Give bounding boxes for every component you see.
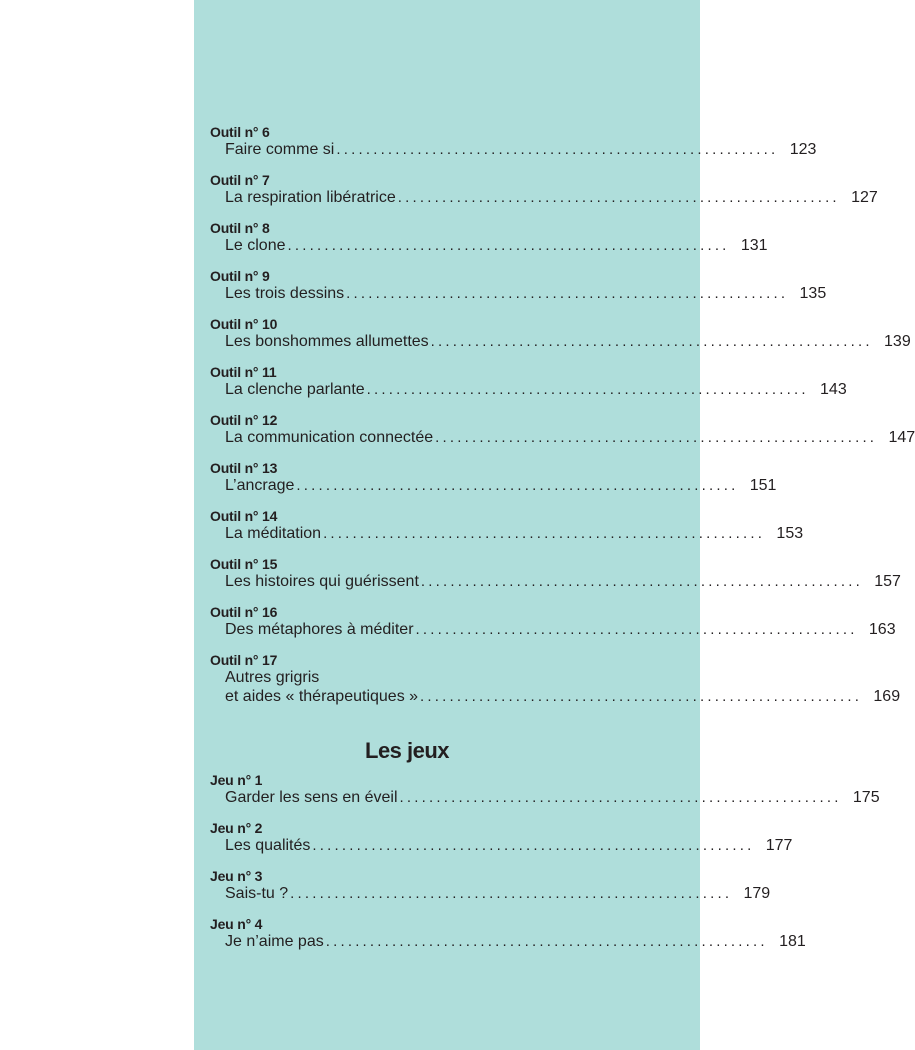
entry-number-label: Jeu n° 2 [210,820,263,836]
entry-title: Les trois dessins [225,285,345,302]
entry-title-line [225,140,817,160]
entry-title: Sais-tu ? [225,885,289,902]
entry-title-line [225,236,768,256]
page-number: 123 [789,141,817,158]
page-number: 153 [776,525,804,542]
entry-number-label: Outil n° 16 [210,604,278,620]
dot-leader: ............................................................ [325,933,768,950]
page-number: 177 [765,837,793,854]
entry-number-label: Jeu n° 3 [210,868,263,884]
dot-leader: ............................................................ [415,621,858,638]
entry-title-line [225,476,777,496]
entry-number-label: Outil n° 11 [210,364,277,380]
entry-number-label: Outil n° 6 [210,124,270,140]
entry-title: Le clone [225,237,286,254]
dot-leader: ............................................................ [296,477,739,494]
dot-leader: ............................................................ [312,837,755,854]
entry-title-line [225,620,896,640]
page-number: 131 [740,237,768,254]
entry-title: Les bonshommes allumettes [225,333,429,350]
entry-title-line [225,188,878,208]
page-number: 127 [851,189,878,206]
entry-title-line [225,788,880,808]
entry-title-line [225,380,847,400]
dot-leader: ............................................................ [346,285,789,302]
page-number: 143 [820,381,847,398]
page-number: 179 [743,885,771,902]
entry-number-label: Outil n° 12 [210,412,278,428]
entry-title: et aides « thérapeutiques » [225,688,419,705]
dot-leader: ............................................................ [420,573,863,590]
page-number: 163 [868,621,896,638]
entry-title-line [225,428,915,448]
entry-number-label: Outil n° 8 [210,220,270,236]
section-title-les-jeux: Les jeux [365,738,450,763]
page-number: 151 [749,477,777,494]
entry-title: La clenche parlante [225,381,365,398]
dot-leader: ............................................................ [290,885,733,902]
entry-title: Je n’aime pas [225,933,324,950]
dot-leader: ............................................................ [287,237,730,254]
entry-title: Les histoires qui guérissent [225,573,419,590]
page-number: 175 [852,789,880,806]
entry-title-line [225,836,793,856]
dot-leader: ............................................................ [323,525,766,542]
entry-title: Garder les sens en éveil [225,789,398,806]
entry-title-line [225,524,804,544]
page-number: 139 [884,333,911,350]
entry-title: La communication connectée [225,429,434,446]
entry-number-label: Outil n° 17 [210,652,278,668]
entry-title: La respiration libératrice [225,189,396,206]
entry-number-label: Outil n° 15 [210,556,278,572]
entry-title-line [225,884,771,904]
entry-number-label: Outil n° 7 [210,172,270,188]
dot-leader: ............................................................ [420,688,863,705]
entry-number-label: Outil n° 10 [210,316,278,332]
entry-title: Des métaphores à méditer [225,621,414,638]
entry-title-line [225,332,911,352]
page-number: 135 [799,285,827,302]
entry-title-line [225,932,806,952]
entry-title: L’ancrage [225,477,295,494]
dot-leader: ............................................................ [336,141,779,158]
page-number: 169 [873,688,901,705]
entry-title: La méditation [225,525,322,542]
dot-leader: ............................................................ [397,189,840,206]
dot-leader: ............................................................ [430,333,873,350]
entry-number-label: Jeu n° 4 [210,916,263,932]
entry-title-line [225,572,901,592]
page-number: 147 [888,429,915,446]
entry-title: Les qualités [225,837,311,854]
entry-title-line: Autres grigris [225,669,320,686]
dot-leader: ............................................................ [435,429,878,446]
page-number: 181 [779,933,806,950]
entry-number-label: Outil n° 14 [210,508,278,524]
dot-leader: ............................................................ [366,381,809,398]
entry-number-label: Jeu n° 1 [210,772,263,788]
dot-leader: ............................................................ [399,789,842,806]
entry-number-label: Outil n° 9 [210,268,270,284]
entry-title: Faire comme si [225,141,335,158]
entry-title-line [225,284,827,304]
entry-number-label: Outil n° 13 [210,460,278,476]
page-number: 157 [874,573,901,590]
entry-title-line [225,687,901,707]
